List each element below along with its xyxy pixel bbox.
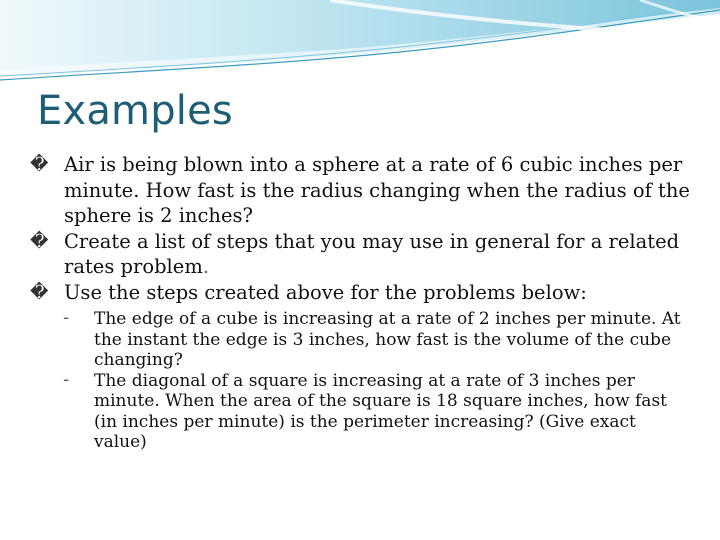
bullet-marker-icon: � <box>30 154 49 175</box>
bullet-item <box>30 280 690 306</box>
dash-marker-icon: - <box>63 369 70 390</box>
bullet-text <box>64 229 690 280</box>
sub-bullet-item <box>30 371 690 453</box>
sub-bullet-text: The diagonal of a square is increasing at a rate of 3 inches per minute. When the area of the square is 18 square inches, how fast (in inches per minute) is the perimeter increasing? (Give exact value) <box>94 370 668 452</box>
bullet-text-main: Create a list of steps that you may use in general for a related rates problem <box>64 229 680 278</box>
sub-bullet-text: The edge of a cube is increasing at a rate of 2 inches per minute. At the instant the edge is 3 inches, how fast is the volume of the cube changing? <box>94 309 681 370</box>
slide-title: Examples <box>37 88 233 134</box>
header-wave-decoration <box>0 0 720 90</box>
bullet-text-period: . <box>202 255 210 278</box>
bullet-item <box>30 152 690 229</box>
sub-bullet-list <box>30 309 690 453</box>
bullet-text: Air is being blown into a sphere at a rate of 6 cubic inches per minute. How fast is the radius changing when the radius of the sphere is 2 inches? <box>64 153 690 227</box>
bullet-item <box>30 229 690 280</box>
slide-content <box>30 152 690 453</box>
bullet-text: Use the steps created above for the problems below: <box>64 280 587 304</box>
sub-bullet-item <box>30 309 690 371</box>
bullet-marker-icon: � <box>30 230 49 252</box>
dash-marker-icon: - <box>63 308 70 328</box>
bullet-marker-icon: � <box>30 281 49 303</box>
